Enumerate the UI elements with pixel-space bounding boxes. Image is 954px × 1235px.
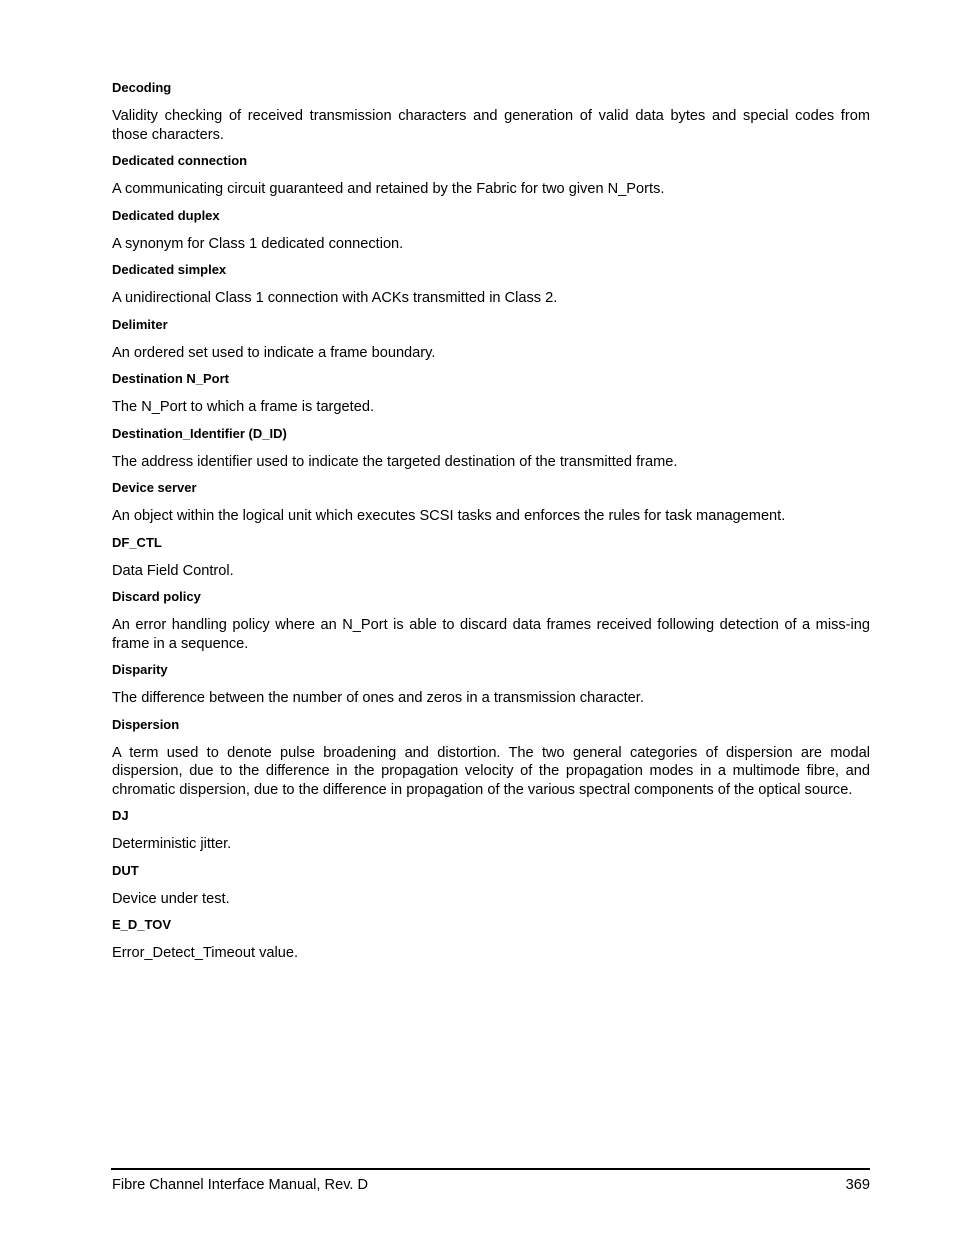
glossary-term: Device server xyxy=(112,480,197,495)
glossary-term: Delimiter xyxy=(112,316,168,332)
glossary-definition: Validity checking of received transmission characters and generation of valid data bytes and special codes from those characters. xyxy=(112,108,870,143)
glossary-definition: A unidirectional Class 1 connection with ACKs transmitted in Class 2. xyxy=(112,290,558,306)
glossary-term: DF_CTL xyxy=(112,534,162,550)
glossary-definition: The difference between the number of ones and zeros in a transmission character. xyxy=(112,690,644,706)
glossary-term: Destination N_Port xyxy=(112,371,230,386)
glossary-term: DUT xyxy=(112,862,139,878)
glossary-entry xyxy=(112,206,870,254)
glossary-entry xyxy=(112,861,870,909)
glossary-entry xyxy=(112,715,870,800)
glossary-term: Decoding xyxy=(112,80,172,95)
footer-divider xyxy=(111,1168,870,1170)
glossary-term: Dedicated connection xyxy=(112,153,248,168)
glossary-definition: An error handling policy where an N_Port is able to discard data frames received following detection of a miss-ing frame in a sequence. xyxy=(112,617,870,652)
glossary-entry xyxy=(112,587,870,653)
glossary-content xyxy=(112,78,870,970)
glossary-term: E_D_TOV xyxy=(112,917,172,932)
glossary-definition: The N_Port to which a frame is targeted. xyxy=(112,399,374,415)
glossary-definition: The address identifier used to indicate the targeted destination of the transmitted frame. xyxy=(112,453,678,470)
glossary-term: Dedicated simplex xyxy=(112,262,227,277)
glossary-definition: An object within the logical unit which executes SCSI tasks and enforces the rules for task management. xyxy=(112,508,786,524)
glossary-definition: Device under test. xyxy=(112,890,230,907)
glossary-definition: Data Field Control. xyxy=(112,562,234,579)
page-number: 369 xyxy=(845,1177,870,1193)
glossary-entry xyxy=(112,424,870,472)
page-footer xyxy=(112,1175,870,1195)
footer-manual-title: Fibre Channel Interface Manual, Rev. D xyxy=(112,1177,369,1193)
glossary-term: DJ xyxy=(112,808,129,823)
glossary-definition: Error_Detect_Timeout value. xyxy=(112,945,299,961)
glossary-definition: A synonym for Class 1 dedicated connection. xyxy=(112,235,404,252)
glossary-definition: A term used to denote pulse broadening and distortion. The two general categories of dispersion are modal dispersion, due to the difference in the propagation velocity of the propagation modes in a multimode fibre, and chromatic dispersion, due to the difference in propagation of the various spectral components of the optical source. xyxy=(112,744,870,798)
glossary-entry xyxy=(112,478,870,526)
glossary-entry xyxy=(112,660,870,708)
glossary-entry xyxy=(112,315,870,363)
glossary-term: Destination_Identifier (D_ID) xyxy=(112,425,287,441)
glossary-entry xyxy=(112,533,870,581)
glossary-definition: An ordered set used to indicate a frame boundary. xyxy=(112,344,436,361)
glossary-entry xyxy=(112,78,870,144)
glossary-definition: A communicating circuit guaranteed and retained by the Fabric for two given N_Ports. xyxy=(112,181,665,197)
glossary-entry xyxy=(112,806,870,854)
glossary-entry xyxy=(112,260,870,308)
glossary-entry xyxy=(112,915,870,963)
glossary-term: Discard policy xyxy=(112,589,201,604)
glossary-term: Dispersion xyxy=(112,716,180,732)
glossary-term: Dedicated duplex xyxy=(112,207,220,223)
glossary-definition: Deterministic jitter. xyxy=(112,836,232,852)
glossary-entry xyxy=(112,151,870,199)
glossary-term: Disparity xyxy=(112,662,168,677)
glossary-entry xyxy=(112,369,870,417)
